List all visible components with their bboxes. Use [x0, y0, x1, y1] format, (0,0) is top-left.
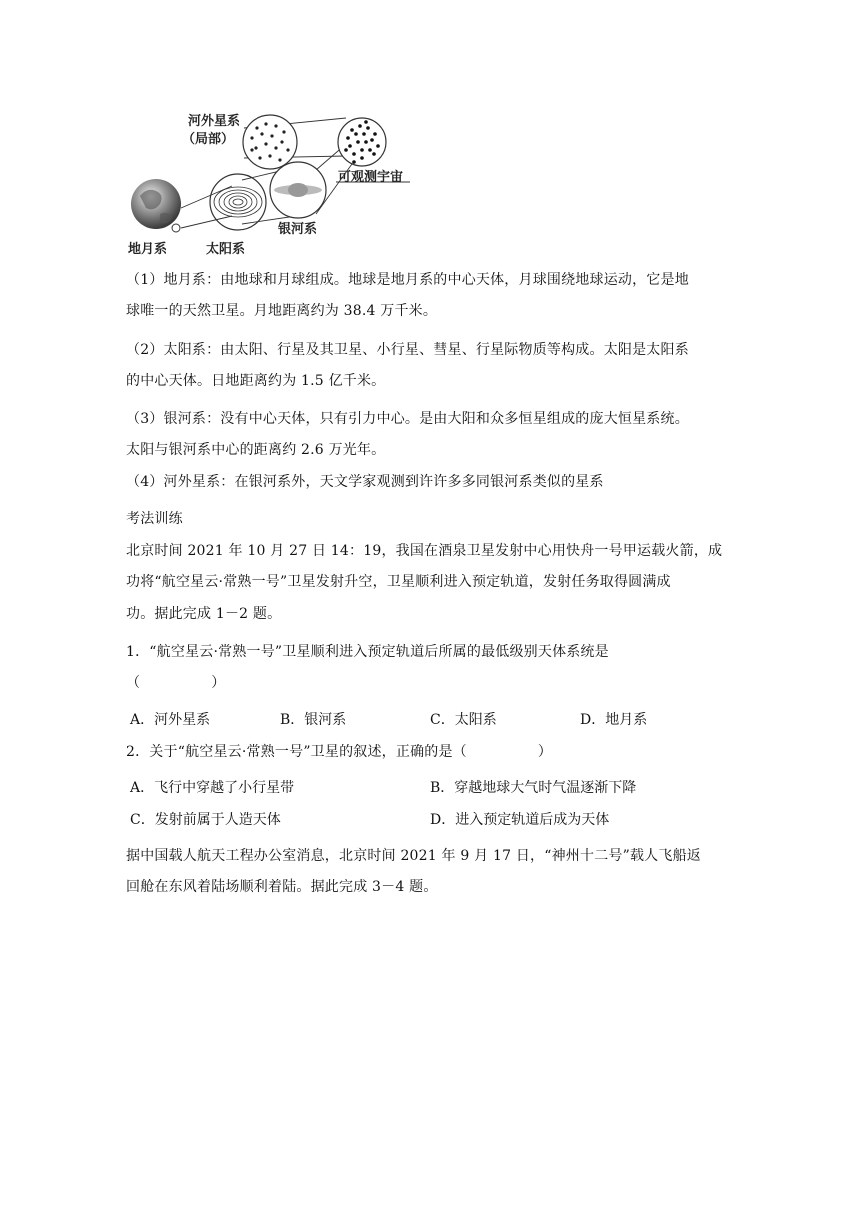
note-line: （1）地月系：由地球和月球组成。地球是地月系的中心天体，月球围绕地球运动，它是地: [126, 272, 689, 288]
question-1-answer-blank: （ ）: [126, 675, 226, 691]
label-observable-universe: 可观测宇宙: [338, 170, 404, 185]
note-line: （3）银河系：没有中心天体，只有引力中心。是由大阳和众多恒星组成的庞大恒星系统。: [126, 411, 689, 427]
question-1-option-a: A．河外星系: [130, 712, 211, 728]
passage-line: 北京时间 2021 年 10 月 27 日 14：19，我国在酒泉卫星发射中心用快舟一号甲运载火箭，成: [126, 543, 723, 559]
passage-line: 回舱在东风着陆场顺利着陆。据此完成 3－4 题。: [126, 879, 438, 895]
question-2-option-b: B．穿越地球大气时气温逐渐下降: [430, 780, 637, 796]
milky-way-icon: [270, 162, 326, 218]
celestial-systems-figure: [126, 104, 426, 256]
note-line: （2）太阳系：由太阳、行星及其卫星、小行星、彗星、行星际物质等构成。太阳是太阳系: [126, 342, 689, 358]
question-1-option-b: B．银河系: [280, 712, 347, 728]
label-extragalactic-sub: （局部）: [182, 132, 235, 147]
question-2-option-d: D．进入预定轨道后成为天体: [430, 812, 610, 828]
section-title: 考法训练: [126, 511, 183, 527]
note-line: 的中心天体。日地距离约为 1.5 亿千米。: [126, 373, 386, 389]
observable-universe-icon: [338, 118, 386, 166]
label-extragalactic: 河外星系: [188, 114, 241, 129]
note-line: 太阳与银河系中心的距离约 2.6 万光年。: [126, 442, 386, 458]
note-line: 球唯一的天然卫星。月地距离约为 38.4 万千米。: [126, 303, 438, 319]
label-earth-moon-system: 地月系: [128, 242, 168, 257]
question-2-option-c: C．发射前属于人造天体: [130, 812, 281, 828]
extragalactic-galaxies-icon: [243, 115, 297, 169]
passage-line: 据中国载人航天工程办公室消息，北京时间 2021 年 9 月 17 日，“神州十二号”载人飞船返: [126, 848, 701, 864]
passage-line: 功将“航空星云·常熟一号”卫星发射升空，卫星顺利进入预定轨道，发射任务取得圆满成: [126, 574, 671, 590]
label-milky-way: 银河系: [278, 222, 318, 237]
passage-line: 功。据此完成 1－2 题。: [126, 606, 282, 622]
question-2-option-a: A．飞行中穿越了小行星带: [130, 780, 295, 796]
label-solar-system: 太阳系: [206, 242, 246, 257]
solar-system-icon: [210, 174, 266, 230]
question-2-stem: 2．关于“航空星云·常熟一号”卫星的叙述，正确的是（ ）: [126, 744, 553, 760]
moon-icon: [172, 224, 180, 232]
note-line: （4）河外星系：在银河系外，天文学家观测到许许多多同银河系类似的星系: [126, 474, 604, 490]
question-1-stem: 1．“航空星云·常熟一号”卫星顺利进入预定轨道后所属的最低级别天体系统是: [126, 644, 609, 660]
question-1-option-d: D．地月系: [580, 712, 648, 728]
question-1-option-c: C．太阳系: [430, 712, 497, 728]
